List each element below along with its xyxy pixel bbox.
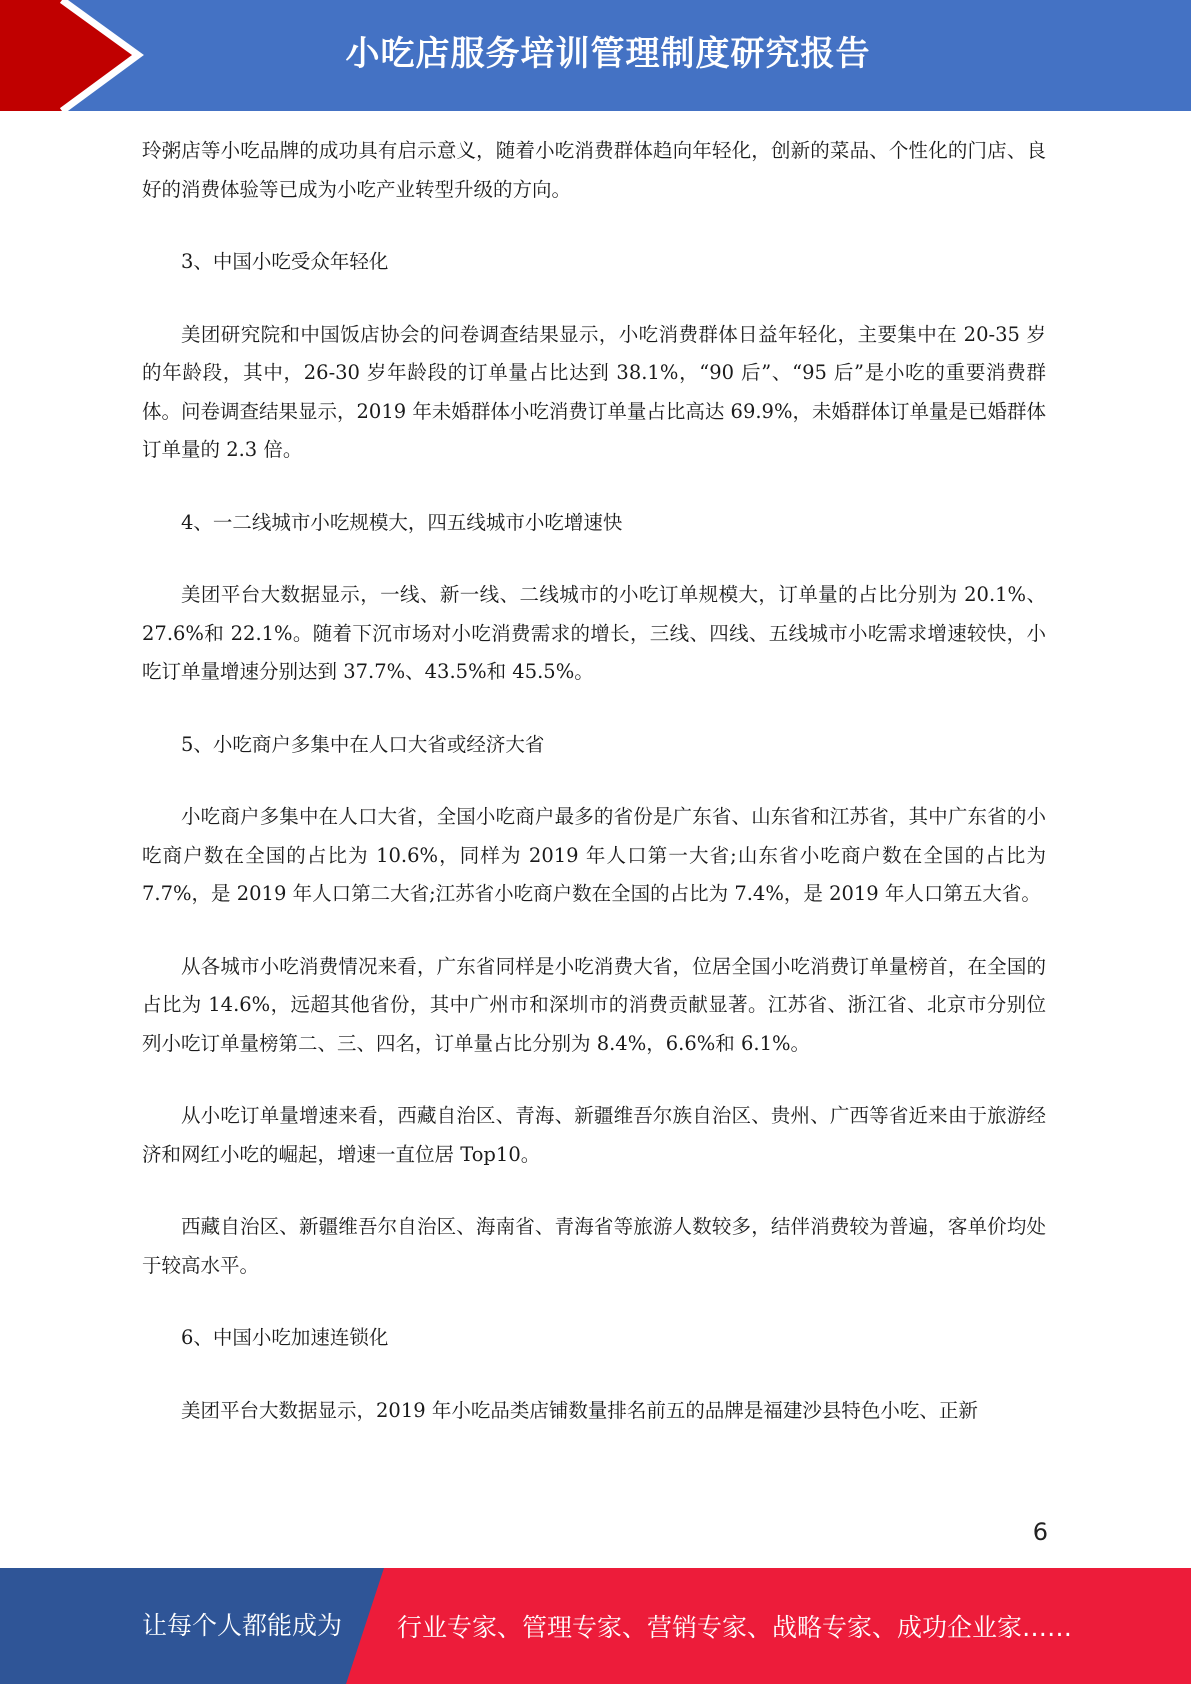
footer-slogan-left: 让每个人都能成为 <box>142 1611 343 1640</box>
page-number: 6 <box>1032 1518 1048 1546</box>
section-heading: 5、小吃商户多集中在人口大省或经济大省 <box>181 732 545 756</box>
paragraph: 小吃商户多集中在人口大省，全国小吃商户最多的省份是广东省、山东省和江苏省，其中广东省的小吃商户数在全国的占比为 10.6%，同样为 2019 年人口第一大省;山东省小吃商户数在全国的占比为 7.7%，是 2019 年人口第二大省;江苏省小吃商户数在全国的占比为 7.4%，是 2019 年人口第五大省。 <box>142 805 1046 905</box>
section-heading: 3、中国小吃受众年轻化 <box>181 250 389 273</box>
footer-slogan-right: 行业专家、管理专家、营销专家、战略专家、成功企业家…… <box>397 1613 1073 1642</box>
paragraph: 美团平台大数据显示，一线、新一线、二线城市的小吃订单规模大，订单量的占比分别为 20.1%、27.6%和 22.1%。随着下沉市场对小吃消费需求的增长，三线、四线、五线城市小吃需求增速较快，小吃订单量增速分别达到 37.7%、43.5%和 45.5%。 <box>142 583 1046 683</box>
page-title: 小吃店服务培训管理制度研究报告 <box>345 34 871 74</box>
paragraph: 从各城市小吃消费情况来看，广东省同样是小吃消费大省，位居全国小吃消费订单量榜首，在全国的占比为 14.6%，远超其他省份，其中广州市和深圳市的消费贡献显著。江苏省、浙江省、北京市分别位列小吃订单量榜第二、三、四名，订单量占比分别为 8.4%，6.6%和 6.1%。 <box>142 954 1046 1055</box>
paragraph: 美团研究院和中国饭店协会的问卷调查结果显示，小吃消费群体日益年轻化，主要集中在 20-35 岁的年龄段，其中，26-30 岁年龄段的订单量占比达到 38.1%，“90 后”、“95 后”是小吃的重要消费群体。问卷调查结果显示，2019 年未婚群体小吃消费订单量占比高达 69.9%，未婚群体订单量是已婚群体订单量的 2.3 倍。 <box>142 322 1046 461</box>
paragraph: 从小吃订单量增速来看，西藏自治区、青海、新疆维吾尔族自治区、贵州、广西等省近来由于旅游经济和网红小吃的崛起，增速一直位居 Top10。 <box>142 1104 1046 1166</box>
document-body <box>142 132 1046 1430</box>
section-heading: 6、中国小吃加速连锁化 <box>181 1326 389 1349</box>
page-header <box>0 0 1191 111</box>
paragraph: 西藏自治区、新疆维吾尔自治区、海南省、青海省等旅游人数较多，结伴消费较为普遍，客单价均处于较高水平。 <box>142 1215 1046 1277</box>
paragraph: 玲粥店等小吃品牌的成功具有启示意义，随着小吃消费群体趋向年轻化，创新的菜品、个性化的门店、良好的消费体验等已成为小吃产业转型升级的方向。 <box>142 139 1046 201</box>
page-footer <box>0 1568 1191 1684</box>
paragraph: 美团平台大数据显示，2019 年小吃品类店铺数量排名前五的品牌是福建沙县特色小吃、正新 <box>181 1398 978 1422</box>
section-heading: 4、一二线城市小吃规模大，四五线城市小吃增速快 <box>181 510 623 534</box>
